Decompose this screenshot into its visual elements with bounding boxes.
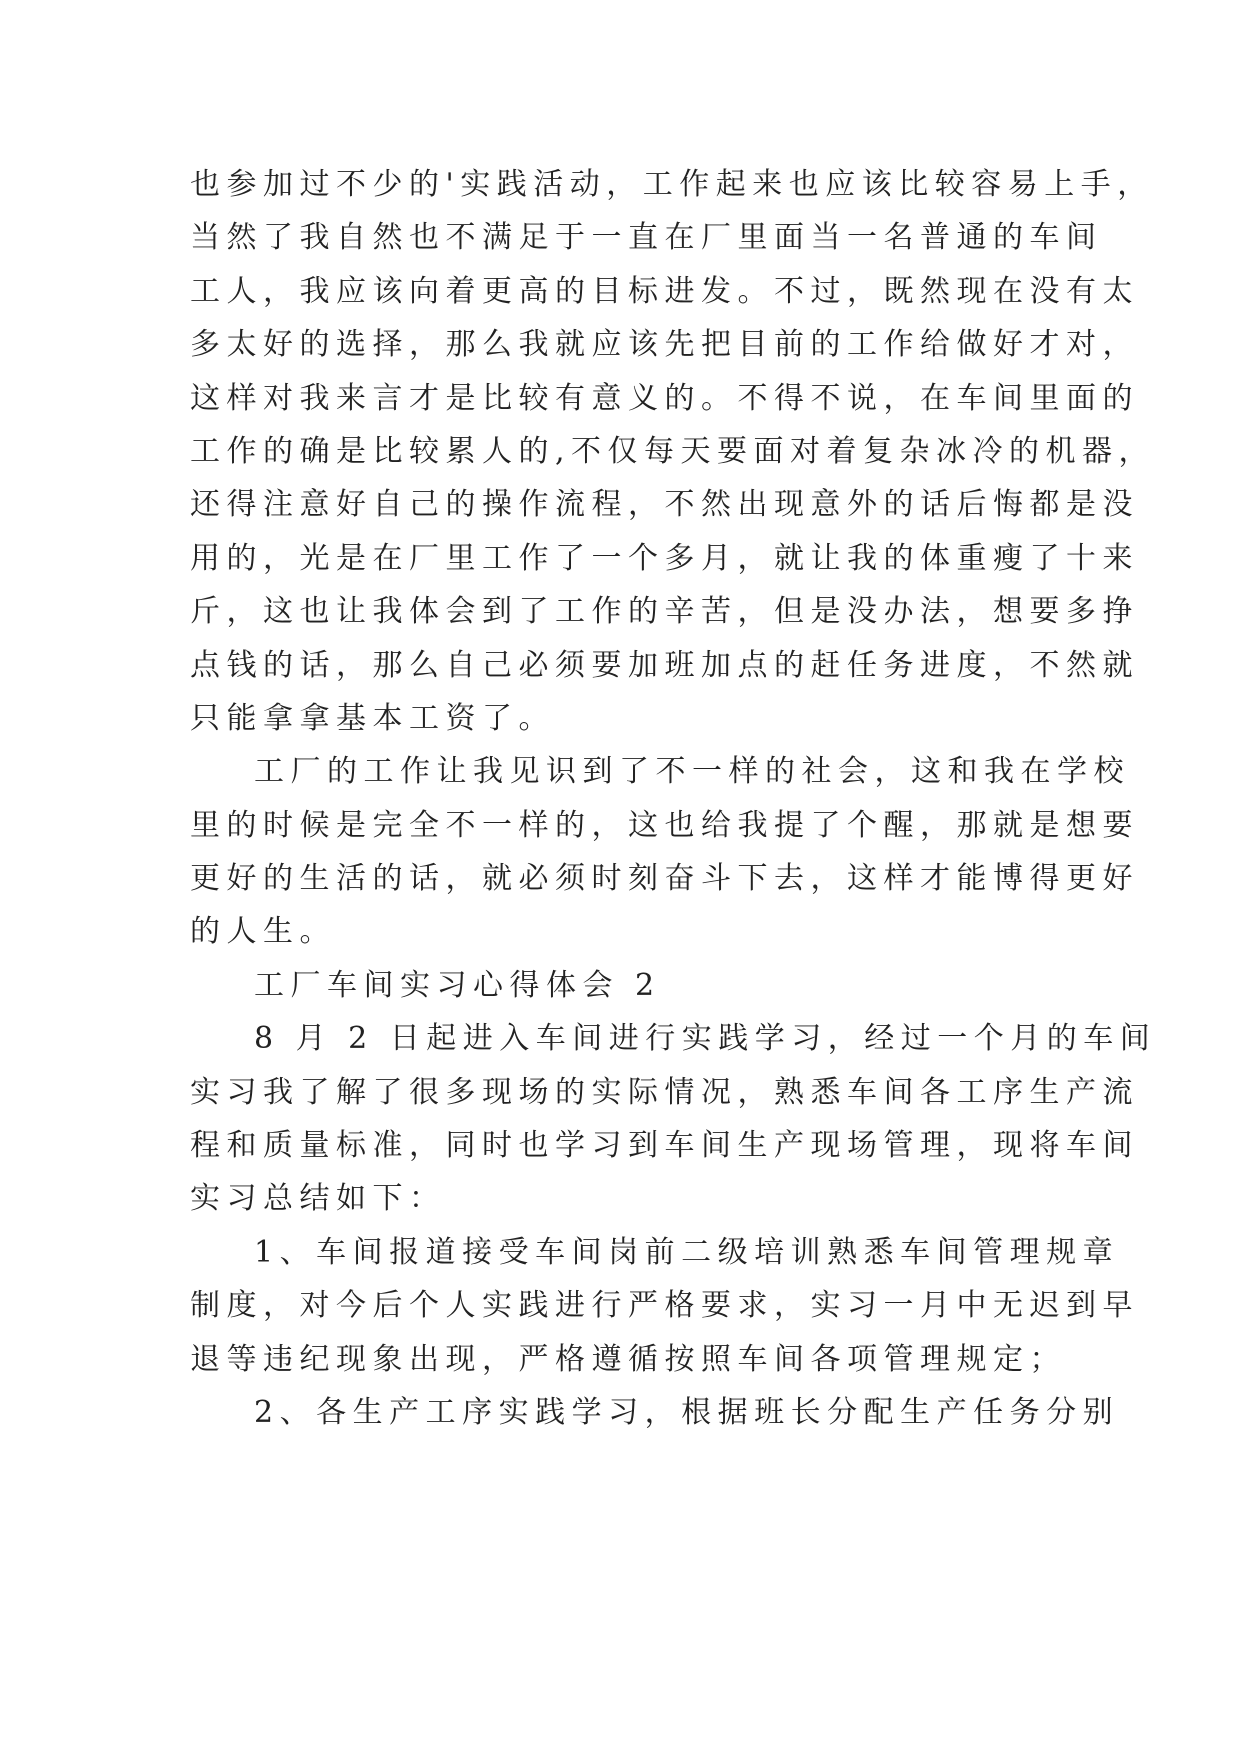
text-line: 里的时候是完全不一样的，这也给我提了个醒，那就是想要 <box>190 807 1139 843</box>
text-line: 也参加过不少的'实践活动，工作起来也应该比较容易上手， <box>190 167 1154 202</box>
text-line: 工作的确是比较累人的,不仅每天要面对着复杂冰冷的机器， <box>190 433 1156 469</box>
text-line: 工厂车间实习心得体会 2 <box>254 967 661 1003</box>
text-line: 多太好的选择，那么我就应该先把目前的工作给做好才对， <box>190 327 1139 363</box>
text-line: 这样对我来言才是比较有意义的。不得不说，在车间里面的 <box>190 380 1139 416</box>
text-line: 只能拿拿基本工资了。 <box>190 700 555 736</box>
text-line: 2、各生产工序实践学习，根据班长分配生产任务分别 <box>254 1394 1120 1430</box>
text-line: 工厂的工作让我见识到了不一样的社会，这和我在学校 <box>254 754 1130 790</box>
text-line: 程和质量标准，同时也学习到车间生产现场管理，现将车间 <box>190 1128 1139 1164</box>
text-line: 实习我了解了很多现场的实际情况，熟悉车间各工序生产流 <box>190 1074 1139 1110</box>
text-line: 1、车间报道接受车间岗前二级培训熟悉车间管理规章 <box>254 1234 1120 1270</box>
text-line: 点钱的话，那么自己必须要加班加点的赶任务进度，不然就 <box>190 647 1139 683</box>
text-line: 工人，我应该向着更高的目标进发。不过，既然现在没有太 <box>190 273 1139 309</box>
document-body <box>190 158 1157 1439</box>
text-line: 制度，对今后个人实践进行严格要求，实习一月中无迟到早 <box>190 1288 1139 1324</box>
text-line: 退等违纪现象出现，严格遵循按照车间各项管理规定； <box>190 1341 1066 1377</box>
text-line: 8 月 2 日起进入车间进行实践学习，经过一个月的车间 <box>254 1021 1157 1057</box>
text-line: 更好的生活的话，就必须时刻奋斗下去，这样才能博得更好 <box>190 861 1139 897</box>
text-line: 用的，光是在厂里工作了一个多月，就让我的体重瘦了十来 <box>190 540 1139 576</box>
text-line: 斤，这也让我体会到了工作的辛苦，但是没办法，想要多挣 <box>190 594 1139 630</box>
text-line: 实习总结如下： <box>190 1181 446 1217</box>
text-line: 还得注意好自己的操作流程，不然出现意外的话后悔都是没 <box>190 487 1139 523</box>
text-line: 当然了我自然也不满足于一直在厂里面当一名普通的车间 <box>190 220 1103 256</box>
text-line: 的人生。 <box>190 914 336 950</box>
